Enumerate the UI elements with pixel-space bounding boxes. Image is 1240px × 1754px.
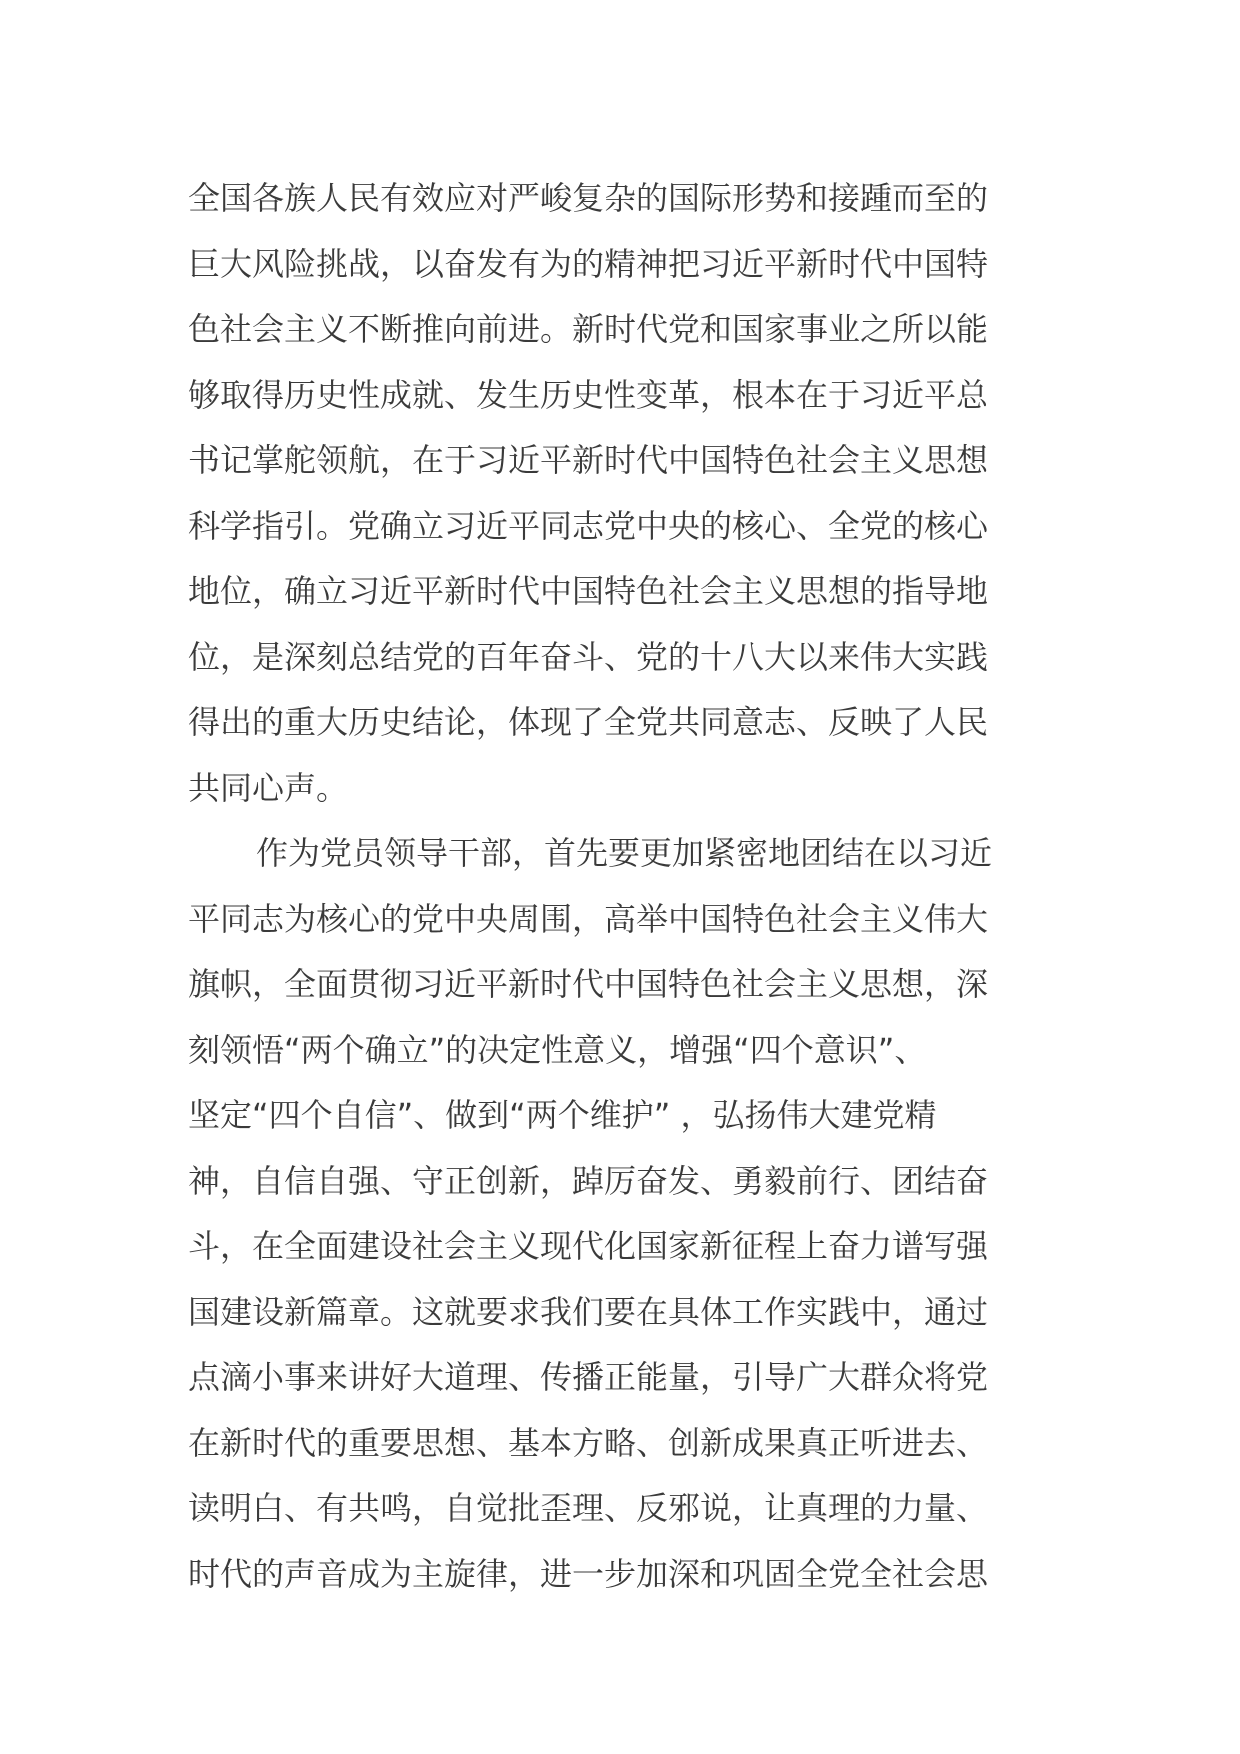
text-line: 科学指引。党确立习近平同志党中央的核心、全党的核心 — [188, 506, 989, 545]
text-line: 斗，在全面建设社会主义现代化国家新征程上奋力谱写强 — [188, 1227, 989, 1265]
text-line: 作为党员领导干部，首先要更加紧密地团结在以习近 — [256, 834, 993, 872]
text-line: 书记掌舵领航，在于习近平新时代中国特色社会主义思想 — [188, 441, 989, 479]
paragraph-2 — [188, 821, 1028, 1607]
text-line: 色社会主义不断推向前进。新时代党和国家事业之所以能 — [188, 310, 989, 348]
paragraph-1 — [188, 166, 1028, 821]
text-line: 读明白、有共鸣，自觉批歪理、反邪说，让真理的力量、 — [188, 1489, 989, 1527]
text-line: 够取得历史性成就、发生历史性变革，根本在于习近平总 — [188, 375, 989, 414]
text-line: 位，是深刻总结党的百年奋斗、党的十八大以来伟大实践 — [188, 637, 989, 676]
text-line: 点滴小事来讲好大道理、传播正能量，引导广大群众将党 — [188, 1358, 989, 1396]
text-line: 时代的声音成为主旋律，进一步加深和巩固全党全社会思 — [188, 1554, 989, 1593]
body-text — [188, 166, 1028, 1607]
text-line: 巨大风险挑战，以奋发有为的精神把习近平新时代中国特 — [188, 244, 989, 283]
text-line: 坚定“四个自信”、做到“两个维护” ，弘扬伟大建党精 — [188, 1096, 937, 1134]
text-line: 得出的重大历史结论，体现了全党共同意志、反映了人民 — [188, 703, 989, 741]
text-line: 旗帜，全面贯彻习近平新时代中国特色社会主义思想，深 — [188, 965, 989, 1003]
text-line: 神，自信自强、守正创新，踔厉奋发、勇毅前行、团结奋 — [188, 1161, 989, 1200]
text-line: 共同心声。 — [188, 768, 349, 807]
text-line: 地位，确立习近平新时代中国特色社会主义思想的指导地 — [188, 572, 989, 610]
text-line: 在新时代的重要思想、基本方略、创新成果真正听进去、 — [188, 1423, 989, 1462]
text-line: 平同志为核心的党中央周围，高举中国特色社会主义伟大 — [188, 899, 989, 938]
text-line: 刻领悟“两个确立”的决定性意义，增强“四个意识”、 — [188, 1030, 927, 1069]
text-line: 国建设新篇章。这就要求我们要在具体工作实践中，通过 — [188, 1292, 989, 1331]
text-line: 全国各族人民有效应对严峻复杂的国际形势和接踵而至的 — [188, 179, 989, 217]
